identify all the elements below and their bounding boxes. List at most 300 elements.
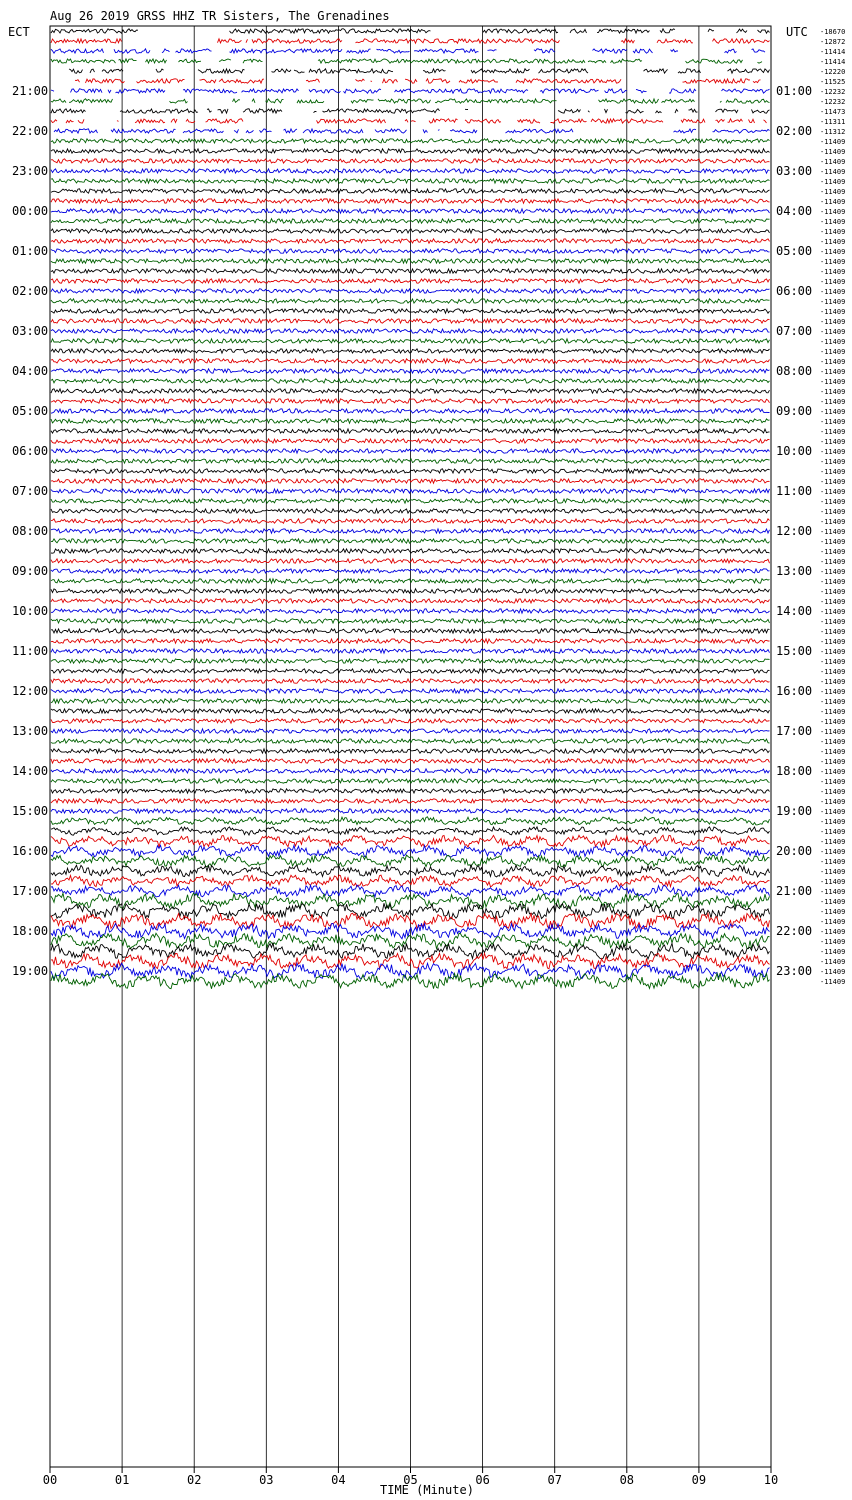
trace-row-2 — [488, 50, 497, 51]
trace-row-1 — [356, 39, 560, 43]
trace-row-2 — [414, 49, 479, 53]
row-offset-label: -11409 — [820, 608, 846, 616]
trace-row-6 — [395, 89, 529, 93]
right-hour-label: 18:00 — [776, 764, 813, 778]
trace-row-9 — [171, 119, 177, 123]
right-hour-label: 11:00 — [776, 484, 813, 498]
row-offset-label: -11409 — [820, 368, 846, 376]
row-offset-label: -11409 — [820, 478, 846, 486]
trace-row-7 — [662, 99, 695, 103]
row-offset-label: -11409 — [820, 638, 846, 646]
x-tick-label: 10 — [763, 1473, 779, 1487]
left-hour-label: 08:00 — [12, 524, 49, 538]
trace-row-4 — [156, 69, 164, 72]
row-offset-label: -11409 — [820, 198, 846, 206]
left-hour-label: 13:00 — [12, 724, 49, 738]
row-offset-label: -11409 — [820, 868, 846, 876]
row-offset-label: -11409 — [820, 668, 846, 676]
trace-row-8 — [626, 110, 644, 114]
trace-row-6 — [722, 89, 770, 93]
trace-row-4 — [90, 69, 95, 73]
trace-row-3 — [588, 61, 606, 63]
row-offset-label: -11409 — [820, 308, 846, 316]
trace-row-0 — [758, 30, 770, 33]
trace-row-6 — [605, 89, 628, 93]
trace-row-6 — [116, 89, 166, 93]
row-offset-label: -11409 — [820, 428, 846, 436]
trace-row-10 — [450, 130, 477, 133]
row-offset-label: -11312 — [820, 128, 846, 136]
row-offset-label: -11409 — [820, 858, 846, 866]
row-offset-label: -12872 — [820, 38, 846, 46]
x-axis-label: TIME (Minute) — [380, 1483, 474, 1497]
trace-row-2 — [230, 49, 343, 53]
row-offset-label: -11409 — [820, 698, 846, 706]
right-hour-label: 05:00 — [776, 244, 813, 258]
row-offset-label: -11409 — [820, 288, 846, 296]
trace-row-4 — [294, 70, 305, 73]
row-offset-label: -11409 — [820, 718, 846, 726]
trace-row-8 — [752, 109, 770, 113]
x-tick-label: 04 — [331, 1473, 346, 1487]
trace-row-3 — [243, 59, 263, 63]
trace-row-0 — [708, 29, 714, 32]
trace-row-7 — [69, 99, 113, 103]
trace-row-9 — [51, 120, 57, 123]
trace-row-2 — [377, 49, 410, 53]
trace-row-9 — [186, 119, 195, 122]
row-offset-label: -12232 — [820, 88, 846, 96]
trace-row-0 — [660, 29, 675, 33]
right-hour-label: 03:00 — [776, 164, 813, 178]
row-offset-label: -11409 — [820, 348, 846, 356]
trace-row-4 — [102, 69, 123, 73]
row-offset-label: -11409 — [820, 358, 846, 366]
row-offset-label: -11409 — [820, 768, 846, 776]
trace-row-10 — [54, 129, 98, 133]
trace-row-10 — [246, 130, 254, 133]
row-offset-label: -11409 — [820, 378, 846, 386]
row-offset-label: -11409 — [820, 298, 846, 306]
row-offset-label: -11409 — [820, 948, 846, 956]
trace-row-2 — [633, 49, 653, 53]
right-hour-label: 10:00 — [776, 444, 813, 458]
row-offset-label: -11409 — [820, 738, 846, 746]
trace-row-9 — [764, 120, 767, 123]
row-offset-label: -11409 — [820, 898, 846, 906]
trace-row-10 — [111, 129, 176, 133]
trace-row-7 — [720, 101, 722, 102]
row-offset-label: -11414 — [820, 58, 846, 66]
trace-row-7 — [297, 100, 324, 103]
trace-row-8 — [51, 109, 86, 113]
row-offset-label: -11414 — [820, 48, 846, 56]
row-offset-label: -11409 — [820, 518, 846, 526]
trace-row-8 — [558, 109, 581, 113]
trace-row-9 — [66, 120, 74, 123]
left-hour-label: 22:00 — [12, 124, 49, 138]
row-offset-label: -11409 — [820, 568, 846, 576]
trace-row-2 — [534, 49, 555, 53]
x-tick-label: 03 — [259, 1473, 274, 1487]
trace-row-7 — [726, 99, 770, 103]
trace-row-9 — [716, 119, 725, 122]
trace-row-3 — [318, 59, 585, 63]
trace-row-9 — [728, 119, 743, 123]
row-offset-label: -11409 — [820, 418, 846, 426]
trace-row-8 — [656, 111, 662, 113]
right-hour-label: 13:00 — [776, 564, 813, 578]
trace-row-8 — [314, 111, 317, 112]
trace-row-6 — [669, 89, 696, 93]
row-offset-label: -11409 — [820, 598, 846, 606]
row-offset-label: -11409 — [820, 938, 846, 946]
row-offset-label: -11409 — [820, 808, 846, 816]
trace-row-5 — [219, 79, 264, 83]
trace-row-6 — [51, 90, 54, 91]
left-hour-label: 01:00 — [12, 244, 49, 258]
row-offset-label: -11409 — [820, 238, 846, 246]
trace-row-9 — [551, 119, 587, 123]
trace-row-6 — [71, 89, 103, 93]
trace-row-2 — [725, 49, 737, 53]
right-hour-label: 07:00 — [776, 324, 813, 338]
trace-row-9 — [749, 119, 755, 123]
trace-row-4 — [678, 69, 701, 73]
row-offset-label: -12220 — [820, 68, 846, 76]
right-hour-label: 04:00 — [776, 204, 813, 218]
trace-row-6 — [636, 89, 647, 92]
row-offset-label: -11409 — [820, 408, 846, 416]
x-tick-label: 09 — [691, 1473, 707, 1487]
left-hour-label: 17:00 — [12, 884, 49, 898]
row-offset-label: -11525 — [820, 78, 846, 86]
row-offset-label: -11409 — [820, 228, 846, 236]
left-hour-label: 11:00 — [12, 644, 49, 658]
trace-row-4 — [69, 69, 83, 73]
trace-row-7 — [170, 99, 188, 103]
row-offset-label: -11409 — [820, 688, 846, 696]
row-offset-label: -11409 — [820, 438, 846, 446]
right-hour-label: 09:00 — [776, 404, 813, 418]
row-offset-label: -11409 — [820, 918, 846, 926]
row-offset-label: -11409 — [820, 168, 846, 176]
row-offset-label: -11409 — [820, 628, 846, 636]
right-hour-label: 08:00 — [776, 364, 813, 378]
chart-title: Aug 26 2019 GRSS HHZ TR Sisters, The Grenadines — [50, 9, 390, 23]
trace-row-6 — [309, 89, 341, 93]
row-offset-label: -11409 — [820, 658, 846, 666]
trace-row-4 — [644, 69, 668, 73]
trace-row-5 — [306, 79, 320, 82]
trace-row-10 — [375, 129, 407, 133]
row-offset-label: -11409 — [820, 248, 846, 256]
trace-row-5 — [383, 79, 398, 83]
row-offset-label: -11409 — [820, 188, 846, 196]
trace-row-2 — [114, 49, 150, 53]
left-hour-label: 21:00 — [12, 84, 49, 98]
trace-row-3 — [219, 59, 231, 61]
x-tick-label: 06 — [475, 1473, 490, 1487]
right-hour-label: 06:00 — [776, 284, 813, 298]
left-hour-label: 10:00 — [12, 604, 49, 618]
left-hour-label: 00:00 — [12, 204, 49, 218]
trace-row-8 — [207, 109, 212, 112]
row-offset-label: -11409 — [820, 618, 846, 626]
trace-row-0 — [230, 29, 431, 33]
trace-row-9 — [117, 121, 119, 122]
left-timezone-label: ECT — [8, 25, 30, 39]
trace-row-8 — [588, 111, 590, 113]
row-offset-label: -11409 — [820, 648, 846, 656]
trace-row-3 — [758, 62, 763, 64]
trace-row-9 — [518, 119, 541, 123]
trace-row-7 — [378, 99, 431, 103]
row-offset-label: -11409 — [820, 458, 846, 466]
row-offset-label: -11409 — [820, 278, 846, 286]
trace-row-9 — [78, 119, 84, 123]
trace-row-2 — [176, 49, 212, 53]
row-offset-label: -11473 — [820, 108, 846, 116]
row-offset-label: -11409 — [820, 318, 846, 326]
x-tick-label: 07 — [547, 1473, 562, 1487]
trace-row-5 — [753, 80, 761, 83]
trace-row-3 — [179, 59, 202, 63]
trace-row-1 — [252, 39, 342, 43]
row-offset-label: -11409 — [820, 208, 846, 216]
right-hour-label: 17:00 — [776, 724, 813, 738]
left-hour-label: 19:00 — [12, 964, 49, 978]
row-offset-label: -11311 — [820, 118, 846, 126]
right-hour-label: 14:00 — [776, 604, 813, 618]
trace-row-10 — [260, 129, 272, 133]
trace-row-5 — [426, 79, 450, 83]
trace-row-9 — [681, 119, 705, 123]
trace-row-3 — [146, 59, 167, 63]
row-offset-label: -11409 — [820, 398, 846, 406]
trace-row-1 — [51, 39, 122, 43]
trace-row-0 — [51, 29, 138, 33]
trace-row-2 — [51, 49, 104, 53]
right-hour-label: 02:00 — [776, 124, 813, 138]
trace-row-10 — [423, 129, 428, 132]
trace-row-0 — [597, 29, 650, 33]
row-offset-label: -11409 — [820, 778, 846, 786]
row-offset-label: -11409 — [820, 828, 846, 836]
row-offset-label: -11409 — [820, 498, 846, 506]
row-offset-label: -11409 — [820, 488, 846, 496]
row-offset-label: -11409 — [820, 528, 846, 536]
trace-row-6 — [242, 89, 299, 93]
row-offset-label: -11409 — [820, 548, 846, 556]
row-offset-label: -11409 — [820, 848, 846, 856]
trace-row-8 — [689, 109, 698, 112]
trace-row-10 — [284, 129, 298, 133]
trace-row-3 — [119, 59, 137, 63]
row-offset-label: -11409 — [820, 958, 846, 966]
left-hour-label: 05:00 — [12, 404, 49, 418]
left-hour-label: 06:00 — [12, 444, 49, 458]
trace-row-5 — [356, 79, 365, 81]
row-offset-label: -11409 — [820, 138, 846, 146]
trace-row-4 — [198, 69, 245, 73]
trace-row-8 — [716, 109, 739, 113]
trace-row-8 — [323, 109, 440, 113]
trace-row-3 — [686, 59, 743, 63]
trace-row-7 — [51, 99, 66, 103]
trace-row-5 — [137, 79, 185, 83]
trace-row-2 — [347, 49, 371, 53]
right-hour-label: 12:00 — [776, 524, 813, 538]
left-hour-label: 15:00 — [12, 804, 49, 818]
trace-row-10 — [438, 130, 440, 131]
trace-row-7 — [266, 99, 284, 103]
x-tick-label: 02 — [186, 1473, 202, 1487]
trace-row-10 — [506, 129, 574, 133]
trace-row-1 — [246, 39, 248, 42]
trace-row-7 — [599, 99, 659, 103]
right-hour-label: 20:00 — [776, 844, 813, 858]
trace-row-10 — [303, 129, 363, 133]
trace-row-2 — [671, 49, 679, 52]
trace-row-7 — [351, 100, 374, 104]
row-offset-label: -11409 — [820, 258, 846, 266]
row-offset-label: -11409 — [820, 468, 846, 476]
trace-row-6 — [108, 90, 111, 93]
row-offset-label: -11409 — [820, 878, 846, 886]
trace-row-5 — [683, 79, 751, 83]
row-offset-label: -11409 — [820, 708, 846, 716]
trace-row-5 — [516, 79, 621, 83]
row-offset-label: -11409 — [820, 578, 846, 586]
trace-row-5 — [86, 79, 125, 83]
trace-row-8 — [218, 109, 229, 113]
row-offset-label: -11409 — [820, 788, 846, 796]
left-hour-label: 03:00 — [12, 324, 49, 338]
row-offset-label: -18670 — [820, 28, 846, 36]
row-offset-label: -11409 — [820, 338, 846, 346]
trace-row-1 — [657, 39, 693, 43]
trace-row-1 — [713, 39, 770, 43]
trace-row-6 — [344, 89, 382, 93]
right-hour-label: 19:00 — [776, 804, 813, 818]
row-offset-label: -11409 — [820, 908, 846, 916]
trace-row-9 — [405, 120, 408, 123]
row-offset-label: -11409 — [820, 508, 846, 516]
left-hour-label: 18:00 — [12, 924, 49, 938]
row-offset-label: -11409 — [820, 148, 846, 156]
x-tick-label: 01 — [114, 1473, 130, 1487]
trace-row-9 — [317, 119, 386, 123]
row-offset-label: -11409 — [820, 538, 846, 546]
row-offset-label: -11409 — [820, 158, 846, 166]
trace-row-0 — [737, 29, 748, 33]
row-offset-label: -12232 — [820, 98, 846, 106]
trace-row-0 — [483, 29, 558, 33]
trace-row-2 — [162, 49, 170, 53]
row-offset-label: -11409 — [820, 178, 846, 186]
trace-row-4 — [309, 69, 393, 73]
right-hour-label: 15:00 — [776, 644, 813, 658]
trace-row-9 — [206, 119, 244, 123]
row-offset-label: -11409 — [820, 328, 846, 336]
trace-row-3 — [51, 59, 116, 63]
left-hour-label: 04:00 — [12, 364, 49, 378]
trace-row-4 — [272, 69, 292, 73]
trace-row-10 — [674, 129, 697, 133]
trace-row-5 — [405, 79, 417, 83]
right-hour-label: 16:00 — [776, 684, 813, 698]
right-timezone-label: UTC — [786, 25, 808, 39]
trace-row-5 — [200, 79, 217, 82]
x-tick-label: 00 — [42, 1473, 58, 1487]
row-offset-label: -11409 — [820, 678, 846, 686]
x-tick-label: 08 — [619, 1473, 635, 1487]
trace-row-8 — [605, 109, 608, 113]
trace-row-9 — [411, 121, 416, 122]
trace-row-5 — [75, 80, 80, 83]
right-hour-label: 01:00 — [776, 84, 813, 98]
row-offset-label: -11409 — [820, 928, 846, 936]
left-hour-label: 16:00 — [12, 844, 49, 858]
right-hour-label: 21:00 — [776, 884, 813, 898]
left-hour-label: 14:00 — [12, 764, 49, 778]
trace-row-8 — [243, 109, 282, 113]
trace-row-7 — [233, 99, 241, 102]
row-offset-label: -11409 — [820, 748, 846, 756]
right-hour-label: 22:00 — [776, 924, 813, 938]
row-offset-label: -11409 — [820, 818, 846, 826]
left-hour-label: 02:00 — [12, 284, 49, 298]
row-offset-label: -11409 — [820, 448, 846, 456]
row-offset-label: -11409 — [820, 268, 846, 276]
row-offset-label: -11409 — [820, 218, 846, 226]
right-hour-label: 23:00 — [776, 964, 813, 978]
left-hour-label: 23:00 — [12, 164, 49, 178]
trace-row-1 — [218, 39, 242, 43]
row-offset-label: -11409 — [820, 978, 846, 986]
trace-row-9 — [135, 119, 165, 123]
row-offset-label: -11409 — [820, 388, 846, 396]
trace-row-3 — [611, 59, 643, 63]
row-offset-label: -11409 — [820, 838, 846, 846]
left-hour-label: 07:00 — [12, 484, 49, 498]
trace-row-10 — [234, 129, 239, 133]
trace-row-7 — [435, 99, 557, 103]
trace-row-5 — [459, 79, 498, 83]
trace-row-0 — [570, 29, 587, 33]
row-offset-label: -11409 — [820, 758, 846, 766]
left-hour-label: 12:00 — [12, 684, 49, 698]
trace-row-4 — [539, 69, 589, 73]
trace-row-4 — [728, 69, 770, 73]
trace-row-4 — [423, 69, 446, 73]
row-offset-label: -11409 — [820, 798, 846, 806]
row-offset-label: -11409 — [820, 588, 846, 596]
trace-row-10 — [713, 129, 770, 133]
left-hour-label: 09:00 — [12, 564, 49, 578]
trace-row-10 — [183, 129, 224, 133]
trace-row-4 — [471, 69, 530, 73]
x-tick-label: 05 — [403, 1473, 418, 1487]
trace-row-1 — [621, 39, 635, 43]
row-offset-label: -11409 — [820, 728, 846, 736]
trace-row-2 — [752, 49, 766, 52]
trace-row-9 — [429, 119, 458, 123]
trace-row-8 — [675, 109, 678, 113]
row-offset-label: -11409 — [820, 888, 846, 896]
trace-row-7 — [252, 99, 255, 103]
